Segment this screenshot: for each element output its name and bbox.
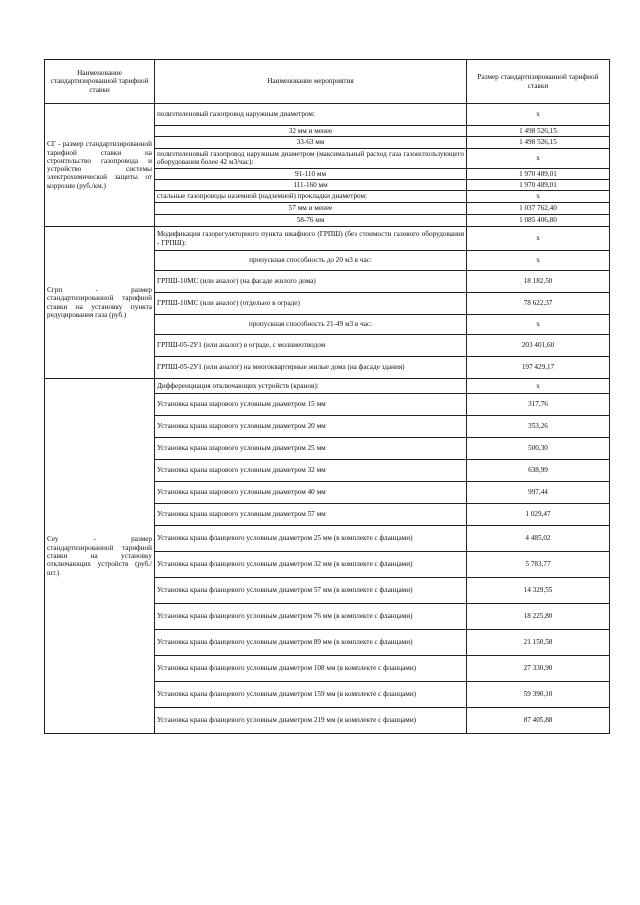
measure-cell: Установка крана шарового условным диаметром 20 мм	[155, 416, 467, 438]
table-row	[45, 227, 610, 251]
rate-value-cell: х	[467, 191, 610, 203]
table-row	[45, 104, 610, 126]
rate-value-cell: 638,99	[467, 460, 610, 482]
table-body	[45, 104, 610, 734]
header-rate-size: Размер стандартизированной тарифной ставки	[467, 60, 610, 104]
measure-cell: Установка крана фланцевого условным диаметром 219 мм (в комплекте с фланцами)	[155, 708, 467, 734]
measure-cell: Установка крана фланцевого условным диаметром 89 мм (в комплекте с фланцами)	[155, 630, 467, 656]
rate-category-cell: СГ - размер стандартизированной тарифной ставки на строительство газопровода и устройство системы электрохимической защиты от коррозии (руб./км.)	[45, 104, 155, 227]
measure-cell: ГРПШ-05-2У1 (или аналог) на многоквартирные жилые дома (на фасаде здания)	[155, 357, 467, 379]
measure-cell: пропускная способность 21-49 м3 в час:	[155, 315, 467, 335]
rate-value-cell: 4 485,02	[467, 526, 610, 552]
measure-cell: 111-160 мм	[155, 179, 467, 190]
tariff-rates-table	[44, 59, 610, 734]
rate-value-cell: х	[467, 104, 610, 126]
measure-cell: Установка крана фланцевого условным диаметром 25 мм (в комплекте с фланцами)	[155, 526, 467, 552]
rate-value-cell: 1 498 526,15	[467, 126, 610, 137]
measure-cell: 91-110 мм	[155, 168, 467, 179]
rate-value-cell: 317,76	[467, 394, 610, 416]
measure-cell: Установка крана фланцевого условным диаметром 76 мм (в комплекте с фланцами)	[155, 604, 467, 630]
rate-value-cell: х	[467, 379, 610, 394]
rate-value-cell: 353,26	[467, 416, 610, 438]
rate-value-cell: 21 150,58	[467, 630, 610, 656]
rate-value-cell: 18 182,50	[467, 271, 610, 293]
measure-cell: ГРПШ-10МС (или аналог) (отдельно в ограде)	[155, 293, 467, 315]
rate-value-cell: х	[467, 148, 610, 168]
rate-value-cell: 14 329,55	[467, 578, 610, 604]
header-rate-name: Наименование стандартизированной тарифной ставки	[45, 60, 155, 104]
measure-cell: Установка крана шарового условным диаметром 32 мм	[155, 460, 467, 482]
measure-cell: 33-63 мм	[155, 137, 467, 148]
measure-cell: ГРПШ-05-2У1 (или аналог) в ограде, с молниеотводом	[155, 335, 467, 357]
rate-value-cell: 1 970 489,01	[467, 179, 610, 190]
measure-cell: 32 мм и менее	[155, 126, 467, 137]
rate-value-cell: х	[467, 251, 610, 271]
rate-value-cell: 27 330,90	[467, 656, 610, 682]
rate-value-cell: х	[467, 315, 610, 335]
rate-value-cell: 997,44	[467, 482, 610, 504]
measure-cell: Установка крана фланцевого условным диаметром 57 мм (в комплекте с фланцами)	[155, 578, 467, 604]
rate-category-cell: Сгрп - размер стандартизированной тарифной ставки на установку пункта редуцирования газа (руб.)	[45, 227, 155, 379]
measure-cell: полиэтиленовый газопровод наружным диаметром (максимальный расход газа газоиспользующего оборудования более 42 м3/час):	[155, 148, 467, 168]
measure-cell: пропускная способность до 20 м3 в час:	[155, 251, 467, 271]
measure-cell: Модификация газорегуляторного пункта шкафного (ГРПШ) (без стоимости газового оборудования - ГРПШ):	[155, 227, 467, 251]
rate-value-cell: 197 429,17	[467, 357, 610, 379]
rate-value-cell: 203 401,60	[467, 335, 610, 357]
rate-category-cell: Сеу - размер стандартизированной тарифной ставки на установку отключающих устройств (руб./шт.)	[45, 379, 155, 734]
measure-cell: Установка крана шарового условным диаметром 25 мм	[155, 438, 467, 460]
rate-value-cell: 87 405,88	[467, 708, 610, 734]
table-header-row	[45, 60, 610, 104]
measure-cell: полиэтиленовый газопровод наружным диаметром:	[155, 104, 467, 126]
measure-cell: Установка крана шарового условным диаметром 15 мм	[155, 394, 467, 416]
rate-value-cell: 1 037 762,40	[467, 203, 610, 215]
measure-cell: Установка крана фланцевого условным диаметром 32 мм (в комплекте с фланцами)	[155, 552, 467, 578]
measure-cell: Установка крана фланцевого условным диаметром 108 мм (в комплекте с фланцами)	[155, 656, 467, 682]
rate-value-cell: 78 622,37	[467, 293, 610, 315]
rate-value-cell: х	[467, 227, 610, 251]
rate-value-cell: 18 225,80	[467, 604, 610, 630]
measure-cell: ГРПШ-10МС (или аналог) (на фасаде жилого дома)	[155, 271, 467, 293]
rate-value-cell: 1 029,47	[467, 504, 610, 526]
measure-cell: 57 мм и менее	[155, 203, 467, 215]
measure-cell: Установка крана шарового условным диаметром 57 мм	[155, 504, 467, 526]
table-row	[45, 379, 610, 394]
measure-cell: стальные газопроводы наземной (надземной) прокладки диаметром:	[155, 191, 467, 203]
measure-cell: Установка крана фланцевого условным диаметром 159 мм (в комплекте с фланцами)	[155, 682, 467, 708]
measure-cell: Установка крана шарового условным диаметром 40 мм	[155, 482, 467, 504]
rate-value-cell: 500,30	[467, 438, 610, 460]
rate-value-cell: 1 498 526,15	[467, 137, 610, 148]
rate-value-cell: 1 085 406,80	[467, 215, 610, 227]
header-measure-name: Наименование мероприятия	[155, 60, 467, 104]
measure-cell: Дифференциация отключающих устройств (кранов):	[155, 379, 467, 394]
rate-value-cell: 5 783,77	[467, 552, 610, 578]
rate-value-cell: 1 970 489,01	[467, 168, 610, 179]
measure-cell: 58-76 мм	[155, 215, 467, 227]
rate-value-cell: 59 390,10	[467, 682, 610, 708]
